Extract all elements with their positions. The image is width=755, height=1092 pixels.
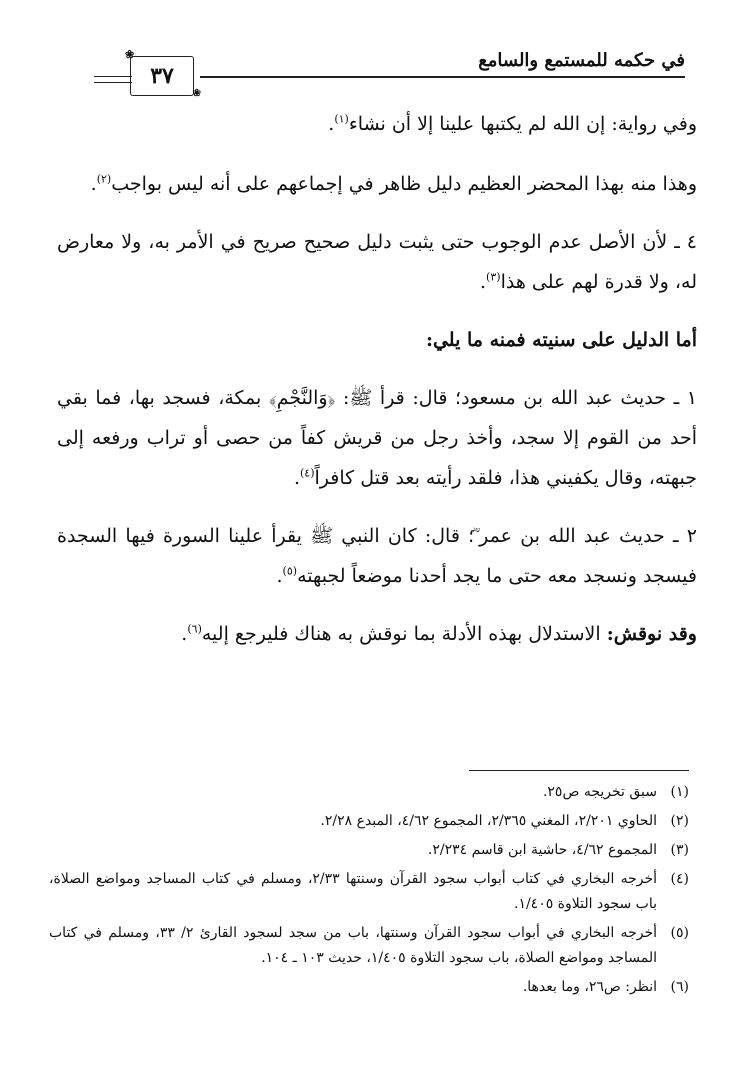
footnote-item xyxy=(49,975,689,1000)
footnote-text: سبق تخريجه ص٢٥. xyxy=(542,784,657,800)
main-text xyxy=(57,104,697,672)
period: . xyxy=(328,113,335,135)
paragraph-4 xyxy=(57,378,697,498)
footnote-item xyxy=(49,921,689,971)
paragraph-5 xyxy=(57,516,697,596)
footnote-ref[interactable]: (٣) xyxy=(486,270,501,284)
header-rule xyxy=(200,76,685,78)
footnote-text: أخرجه البخاري في كتاب أبواب سجود القرآن وسنتها ٢/٣٣، ومسلم في كتاب المساجد ومواضع الصلاة، باب سجود التلاوة ١/٤٠٥. xyxy=(49,871,657,912)
period: . xyxy=(181,623,188,645)
paragraph-2 xyxy=(57,164,697,204)
paragraph-text: ٤ ـ لأن الأصل عدم الوجوب حتى يثبت دليل صحيح صريح في الأمر به، ولا معارض له، ولا قدرة لهم على هذا xyxy=(57,231,697,293)
header-left-rule-top xyxy=(94,76,132,77)
period: . xyxy=(293,467,300,489)
footnote-text: أخرجه البخاري في أبواب سجود القرآن وسنتها، باب من سجد لسجود القارئ ٢/ ٣٣، ومسلم في كتاب المساجد ومواضع الصلاة، باب سجود التلاوة ١/٤٠٥، حديث ١٠٣ ـ ١٠٤. xyxy=(49,925,657,966)
footnote-text: انظر: ص٢٦، وما بعدها. xyxy=(522,979,657,995)
footnote-ref[interactable]: (٦) xyxy=(187,622,202,636)
paragraph-1 xyxy=(57,104,697,144)
footnote-ref[interactable]: (٢) xyxy=(96,172,112,186)
footnote-item xyxy=(49,838,689,863)
ornament-icon: ❀ xyxy=(192,88,201,99)
footnote-number: (٦) xyxy=(670,979,689,995)
paragraph-3 xyxy=(57,222,697,302)
period: . xyxy=(480,271,487,293)
ornament-icon: ❀ xyxy=(125,48,135,61)
footnote-item xyxy=(49,809,689,834)
footnote-number: (١) xyxy=(670,784,689,800)
running-header-title: في حكمه للمستمع والسامع xyxy=(478,50,685,71)
footnote-ref[interactable]: (٥) xyxy=(282,564,298,578)
footnote-number: (٤) xyxy=(670,871,689,887)
section-heading: أما الدليل على سنيته فمنه ما يلي: xyxy=(425,329,697,351)
paragraph-text: وفي رواية: إن الله لم يكتبها علينا إلا أن نشاء xyxy=(348,113,697,135)
period: . xyxy=(276,565,283,587)
footnote-item xyxy=(49,780,689,805)
period: . xyxy=(90,173,97,195)
paragraph-text: الاستدلال بهذه الأدلة بما نوقش به هناك فليرجع إليه xyxy=(201,623,607,645)
paragraph-lead: وقد نوقش: xyxy=(606,623,697,645)
paragraph-text: ٢ ـ حديث عبد الله بن عمر ؓ؛ قال: كان النبي ﷺ يقرأ علينا السورة فيها السجدة فيسجد ونسجد معه حتى ما يجد أحدنا موضعاً لجبهته xyxy=(57,525,697,587)
footnote-text: الحاوي ٢/٢٠١، المغني ٢/٣٦٥، المجموع ٤/٦٢، المبدع ٢/٢٨. xyxy=(320,813,657,829)
footnote-separator xyxy=(469,770,689,771)
page-number: ٣٧ xyxy=(150,63,174,89)
footnote-ref[interactable]: (٤) xyxy=(299,466,315,480)
footnote-number: (٢) xyxy=(670,813,689,829)
paragraph-text: وهذا منه بهذا المحضر العظيم دليل ظاهر في إجماعهم على أنه ليس بواجب xyxy=(111,173,697,195)
paragraph-text: ١ ـ حديث عبد الله بن مسعود؛ قال: قرأ ﷺ: ﴿وَالنَّجْمِ﴾ بمكة، فسجد بها، فما بقي أحد من القوم إلا سجد، وأخذ رجل من قريش كفاً من حصى أو تراب ورفعه إلى جبهته، وقال يكفيني هذا، فلقد رأيته بعد قتل كافراً xyxy=(57,387,697,489)
paragraph-6 xyxy=(57,614,697,654)
footnote-ref[interactable]: (١) xyxy=(334,112,349,126)
footnote-item xyxy=(49,867,689,917)
footnote-number: (٥) xyxy=(670,925,689,941)
footnotes xyxy=(49,780,689,1004)
header-left-rule-bottom xyxy=(94,82,132,83)
page-number-box xyxy=(125,48,201,99)
footnote-number: (٣) xyxy=(670,842,689,858)
footnote-text: المجموع ٤/٦٢، حاشية ابن قاسم ٢/٢٣٤. xyxy=(427,842,657,858)
